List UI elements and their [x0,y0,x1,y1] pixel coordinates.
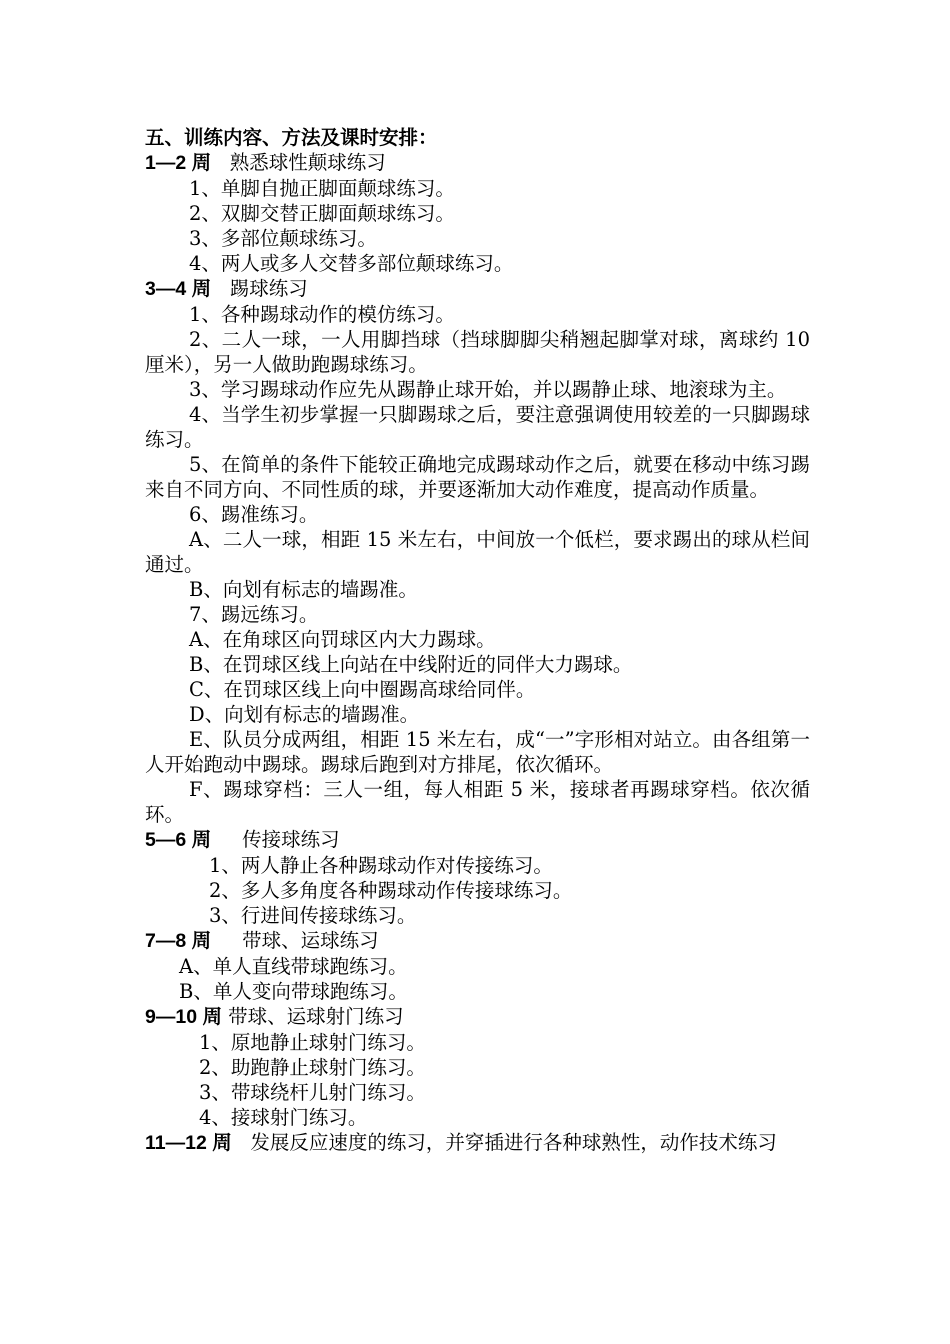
week-topic: 发展反应速度的练习，并穿插进行各种球熟性，动作技术练习 [250,1131,777,1154]
week-heading [145,1130,810,1156]
list-item: F、踢球穿档：三人一组，每人相距 5 米，接球者再踢球穿档。依次循环。 [145,778,810,826]
week-topic: 传接球练习 [242,828,340,851]
week-label: 5—6 周 [145,829,212,851]
list-item: 2、双脚交替正脚面颠球练习。 [189,202,455,225]
section-heading: 五、训练内容、方法及课时安排： [145,126,438,149]
list-item: 3、行进间传接球练习。 [209,904,417,927]
list-item: 1、原地静止球射门练习。 [199,1031,426,1054]
list-item: 2、二人一球，一人用脚挡球（挡球脚脚尖稍翘起脚掌对球，离球约 10 厘米），另一人做助跑踢球练习。 [145,328,810,376]
week-topic: 踢球练习 [229,277,308,300]
list-item: C、在罚球区线上向中圈踢高球给同伴。 [189,678,536,701]
week-label: 9—10 周 [145,1006,222,1028]
week-heading [145,276,810,302]
list-item: E、队员分成两组，相距 15 米左右，成“一”字形相对站立。由各组第一人开始跑动中踢球。踢球后跑到对方排尾，依次循环。 [145,728,810,776]
list-item: 2、助跑静止球射门练习。 [199,1056,426,1079]
document-page [145,125,810,1156]
week-label: 11—12 周 [145,1132,232,1154]
list-item: 4、两人或多人交替多部位颠球练习。 [189,252,514,275]
list-item: 2、多人多角度各种踢球动作传接球练习。 [209,879,573,902]
week-heading [145,827,810,853]
list-item: 3、带球绕杆儿射门练习。 [199,1081,426,1104]
list-item: 3、学习踢球动作应先从踢静止球开始，并以踢静止球、地滚球为主。 [189,378,787,401]
list-item: A、二人一球，相距 15 米左右，中间放一个低栏，要求踢出的球从栏间通过。 [145,528,810,576]
list-item: 1、各种踢球动作的模仿练习。 [189,303,455,326]
week-heading [145,1004,810,1030]
list-item: B、单人变向带球跑练习。 [179,980,408,1003]
week-heading [145,928,810,954]
list-item: 1、单脚自抛正脚面颠球练习。 [189,177,455,200]
list-item: A、单人直线带球跑练习。 [179,955,408,978]
list-item: B、向划有标志的墙踢准。 [189,578,418,601]
week-topic: 带球、运球射门练习 [228,1005,404,1028]
list-item: 1、两人静止各种踢球动作对传接练习。 [209,854,553,877]
list-item: B、在罚球区线上向站在中线附近的同伴大力踢球。 [189,653,633,676]
week-label: 1—2 周 [145,152,212,174]
list-item: D、向划有标志的墙踢准。 [189,703,420,726]
list-item: 4、接球射门练习。 [199,1106,368,1129]
list-item: A、在角球区向罚球区内大力踢球。 [189,628,496,651]
week-label: 3—4 周 [145,278,212,300]
list-item: 7、踢远练习。 [189,603,319,626]
list-item: 3、多部位颠球练习。 [189,227,377,250]
list-item: 5、在简单的条件下能较正确地完成踢球动作之后，就要在移动中练习踢来自不同方向、不同性质的球，并要逐渐加大动作难度，提高动作质量。 [145,453,810,501]
week-label: 7—8 周 [145,930,212,952]
list-item: 4、当学生初步掌握一只脚踢球之后，要注意强调使用较差的一只脚踢球练习。 [145,403,810,451]
list-item: 6、踢准练习。 [189,503,319,526]
week-topic: 熟悉球性颠球练习 [229,151,386,174]
week-heading [145,150,810,176]
week-topic: 带球、运球练习 [242,929,379,952]
